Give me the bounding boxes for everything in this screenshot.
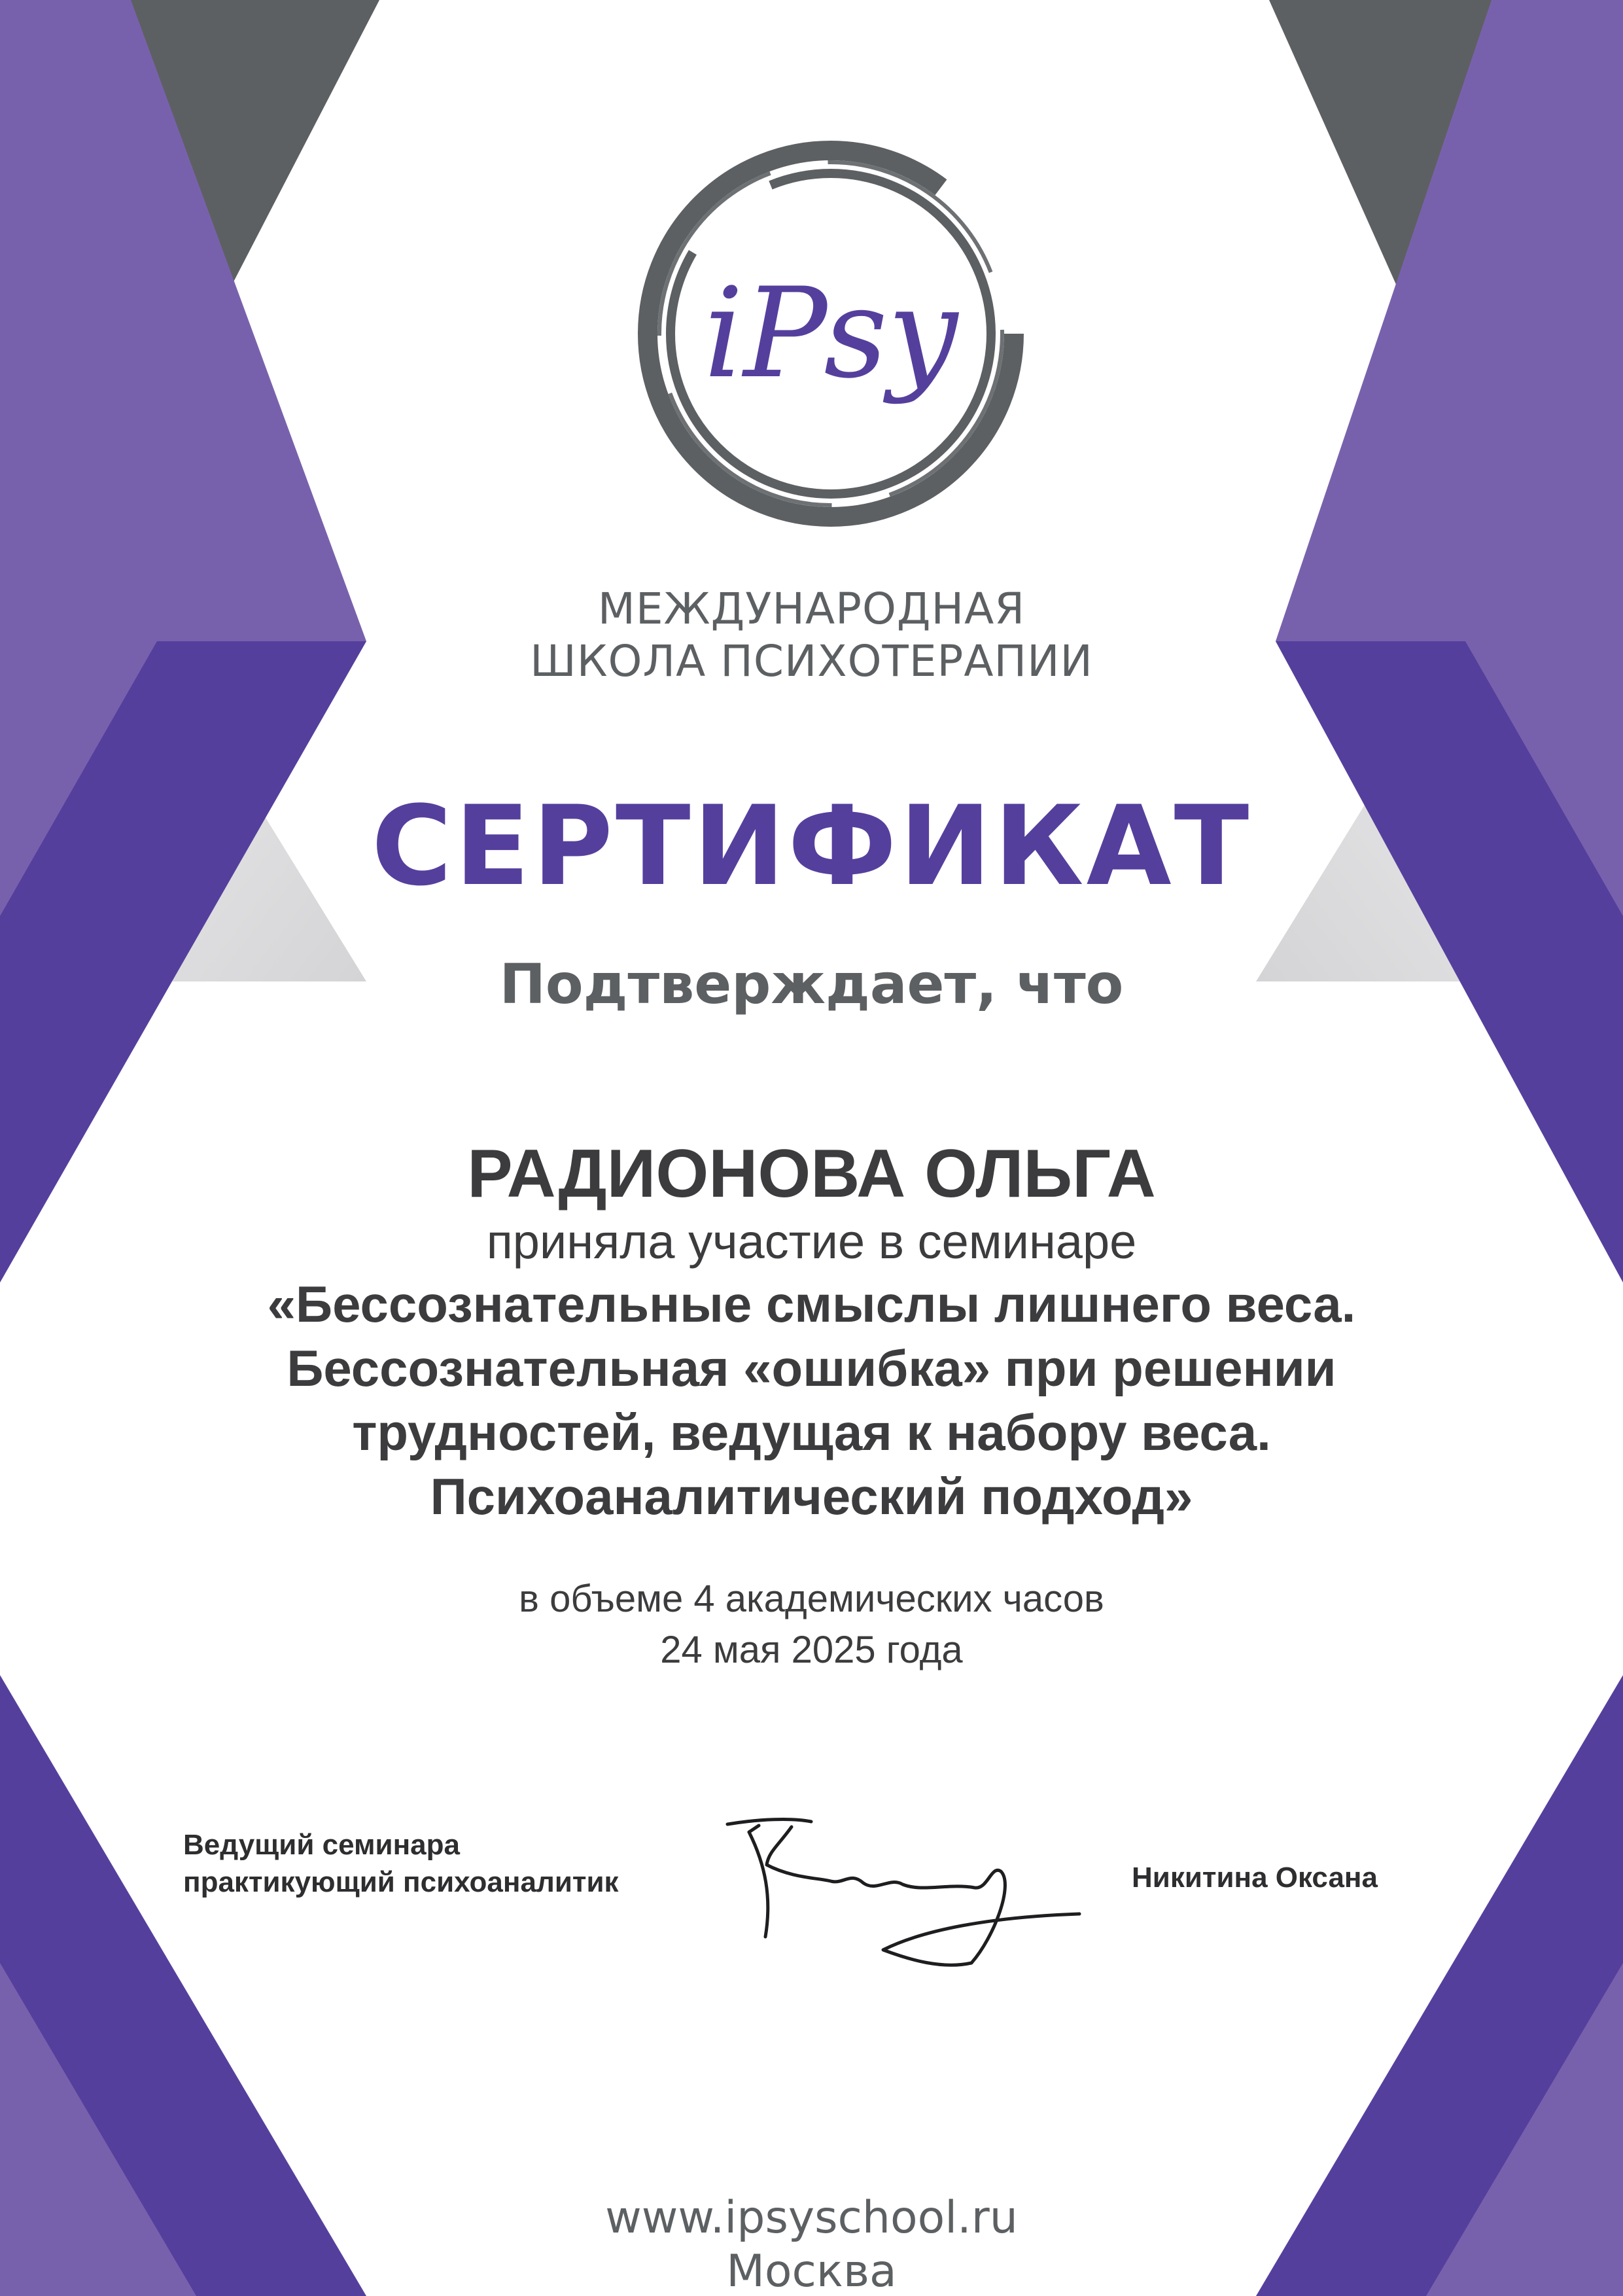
recipient-name: РАДИОНОВА ОЛЬГА — [467, 1136, 1156, 1212]
organization-line-1: МЕЖДУНАРОДНАЯ — [597, 584, 1026, 634]
website-link[interactable]: www.ipsyschool.ru — [605, 2192, 1018, 2244]
ipsy-logo-graphic — [621, 124, 1040, 543]
confirms-text: Подтверждает, что — [499, 952, 1124, 1016]
participation-text: приняла участие в семинаре — [486, 1214, 1137, 1269]
signature — [713, 1806, 1092, 1976]
lecturer-name: Никитина Оксана — [1132, 1862, 1378, 1894]
organization-line-2: ШКОЛА ПСИХОТЕРАПИИ — [530, 636, 1093, 686]
lecturer-role-line-2: практикующий психоаналитик — [183, 1866, 619, 1898]
logo-wordmark: iPsy — [703, 261, 958, 406]
lecturer-role-line-1: Ведущий семинара — [183, 1829, 460, 1861]
course-date: 24 мая 2025 года — [660, 1629, 963, 1671]
certificate-title: СЕРТИФИКАТ — [371, 782, 1252, 910]
seminar-title-line-2: Бессознательная «ошибка» при решении — [287, 1339, 1336, 1397]
seminar-title-line-4: Психоаналитический подход» — [430, 1468, 1193, 1525]
city-text: Москва — [726, 2246, 897, 2296]
signature-stroke — [727, 1820, 1079, 1966]
course-volume: в объеме 4 академических часов — [519, 1578, 1104, 1620]
seminar-title-line-3: трудностей, ведущая к набору веса. — [352, 1404, 1271, 1461]
ipsy-logo — [621, 124, 1040, 543]
seminar-title-line-1: «Бессознательные смыслы лишнего веса. — [267, 1275, 1356, 1333]
